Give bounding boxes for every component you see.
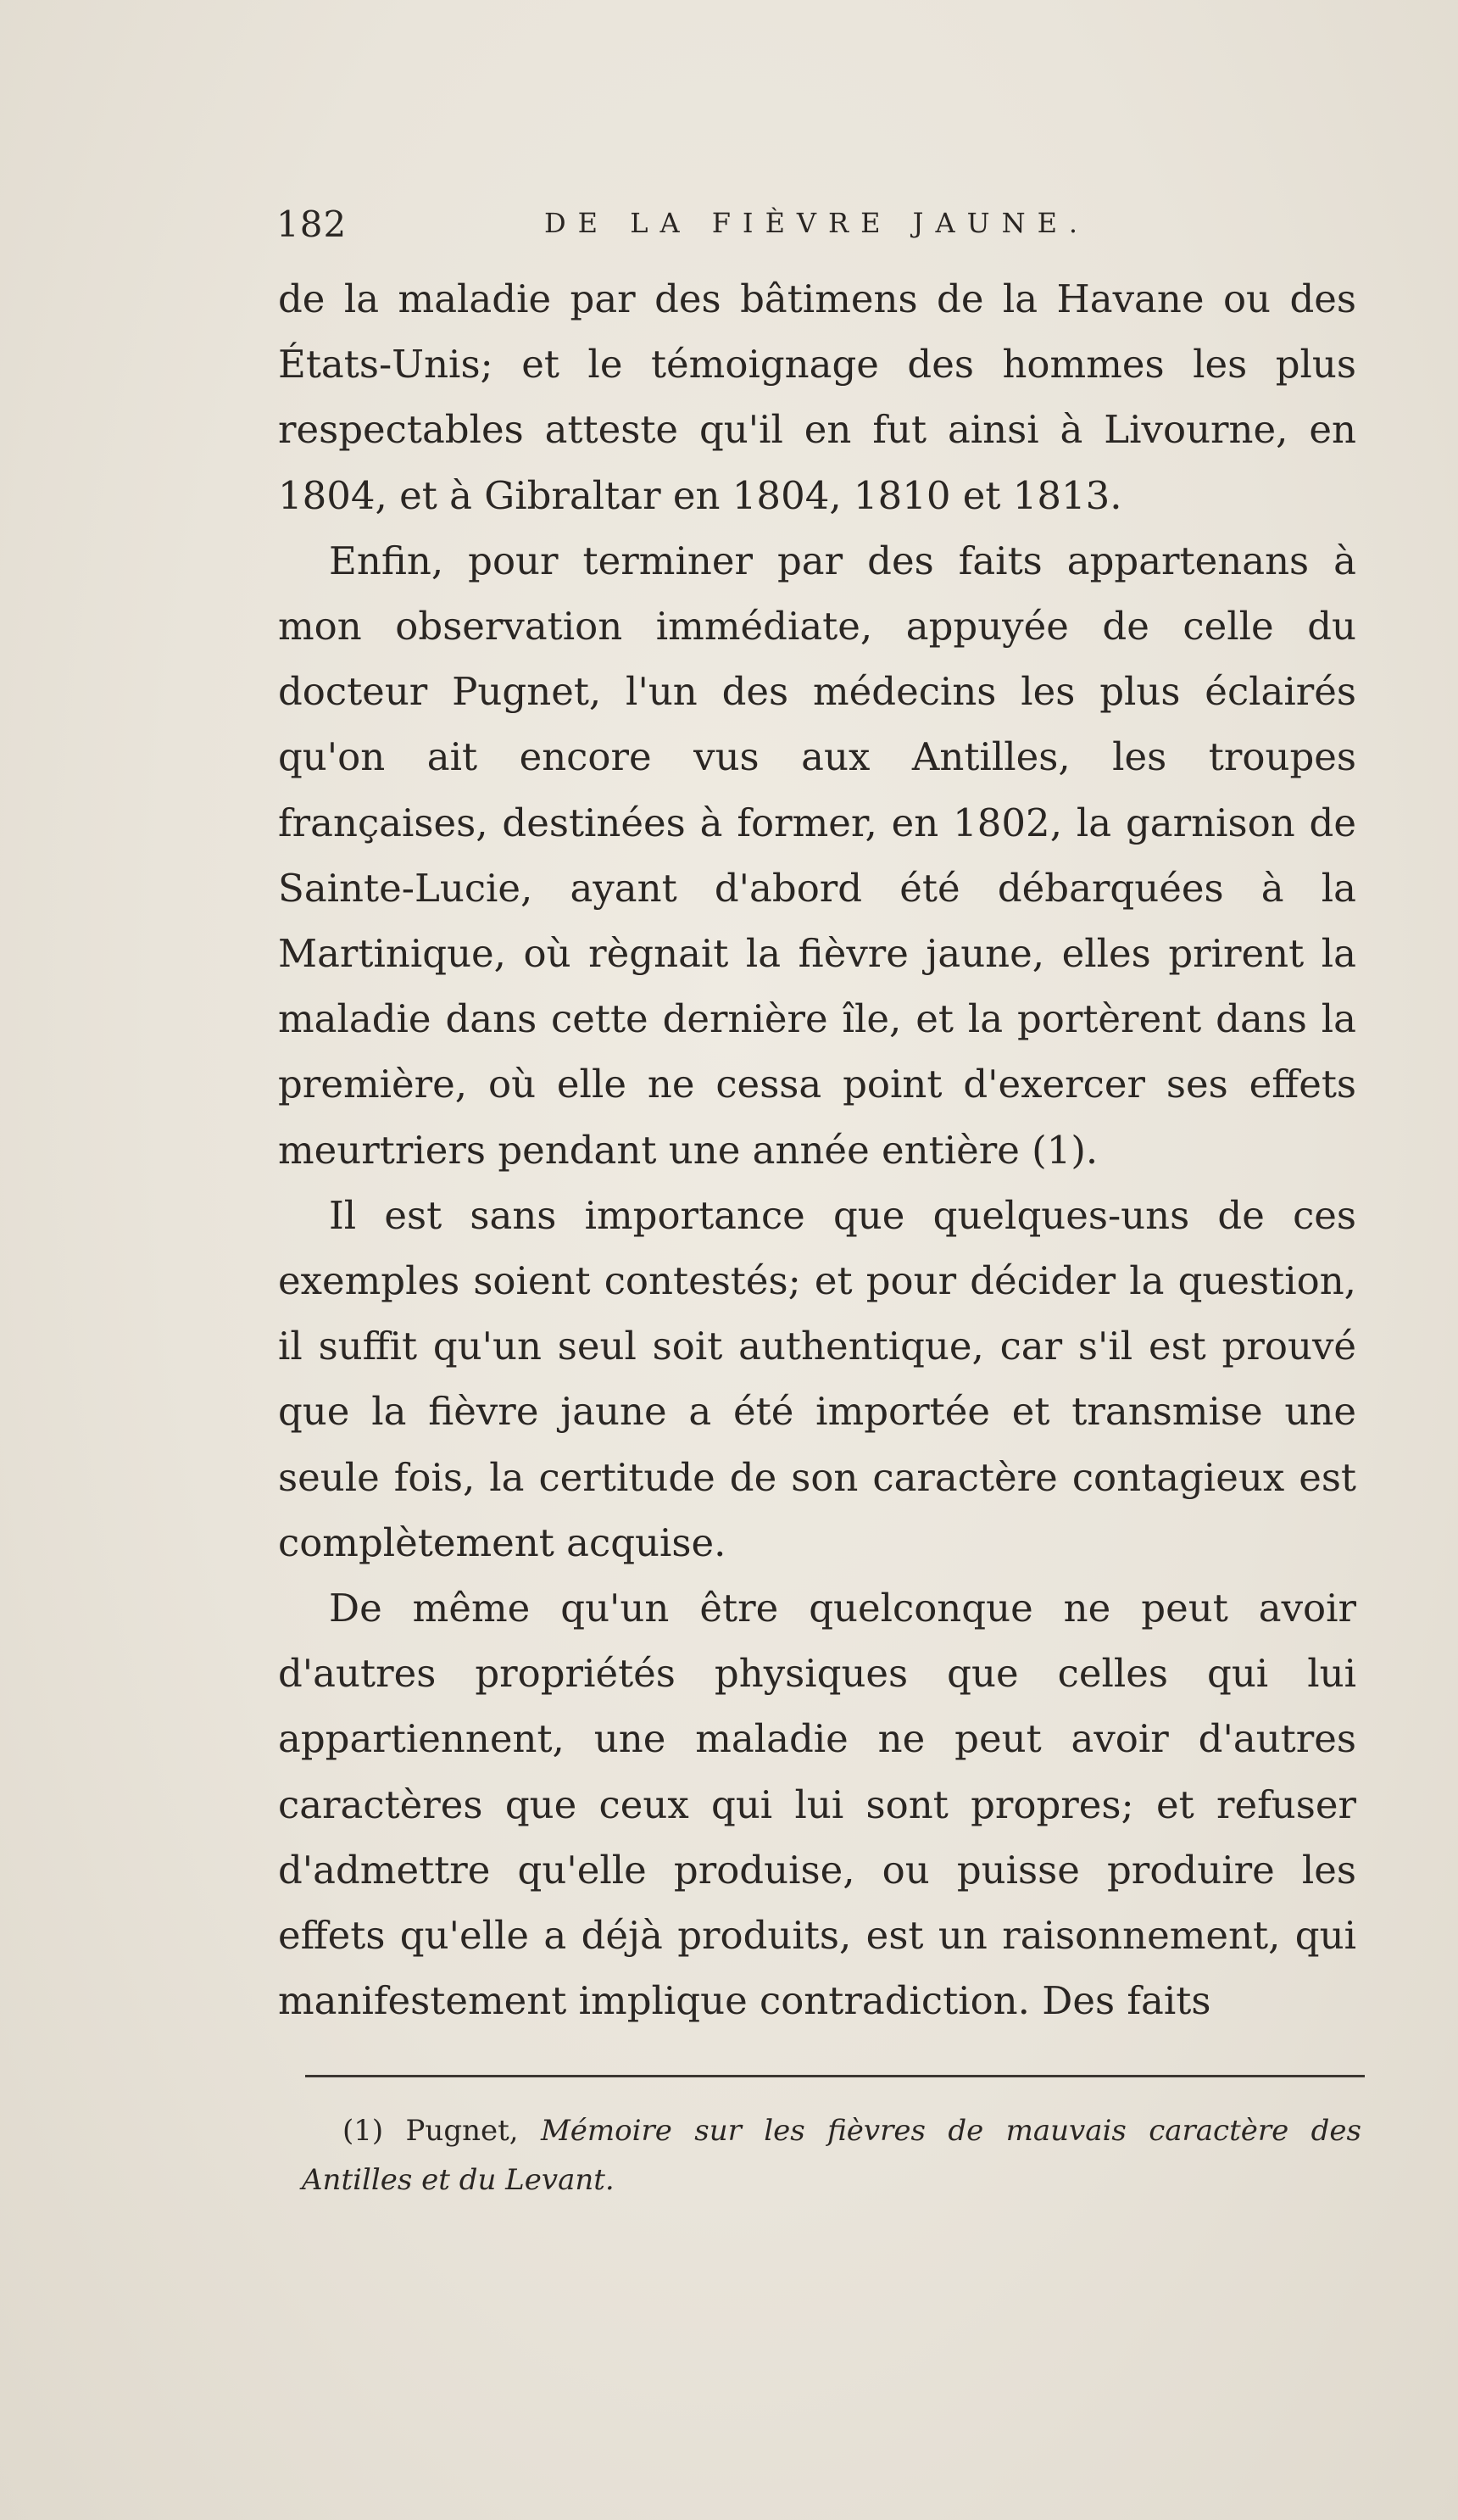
paragraph-de-meme: De même qu'un être quelconque ne peut avoir d'autres propriétés physiques que celles qui lui appartiennent, une maladie ne peut avoir d'autres caractères que ceux qui lui sont propres; et refuser d'admettre qu'elle produise, ou puisse produire les effets qu'elle a déjà produits, est un raisonnement, qui manifestement implique contradiction. Des faits — [278, 1586, 1356, 2024]
body-text — [278, 266, 1356, 2033]
page-header — [276, 203, 1361, 254]
paragraph-enfin: Enfin, pour terminer par des faits appartenans à mon observation immédiate, appuyée de celle du docteur Pugnet, l'un des médecins les plus éclairés qu'on ait encore vus aux Antilles, les troupes françaises, destinées à former, en 1802, la garnison de Sainte-Lucie, ayant d'abord été débarquées à la Martinique, où règnait la fièvre jaune, elles prirent la maladie dans cette dernière île, et la portèrent dans la première, où elle ne cessa point d'exercer ses effets meurtriers pendant une année entière (1). — [278, 538, 1356, 1173]
footnote-rule — [305, 2075, 1365, 2077]
paragraph-continuation: de la maladie par des bâtimens de la Havane ou des États-Unis; et le témoignage des hommes les plus respectables atteste qu'il en fut ainsi à Livourne, en 1804, et à Gibraltar en 1804, 1810 et 1813. — [278, 276, 1356, 518]
footnote-title: Mémoire sur les fièvres de mauvais caractère des Antilles et du Levant. — [302, 2114, 1361, 2197]
footnote — [302, 2106, 1361, 2205]
running-head: DE LA FIÈVRE JAUNE. — [544, 207, 1090, 239]
paragraph-il-est: Il est sans importance que quelques-uns de ces exemples soient contestés; et pour décider la question, il suffit qu'un seul soit authentique, car s'il est prouvé que la fièvre jaune a été importée et transmise une seule fois, la certitude de son caractère contagieux est complètement acquise. — [278, 1192, 1356, 1565]
footnote-marker: (1) Pugnet, — [342, 2114, 541, 2148]
page-number: 182 — [276, 203, 348, 245]
